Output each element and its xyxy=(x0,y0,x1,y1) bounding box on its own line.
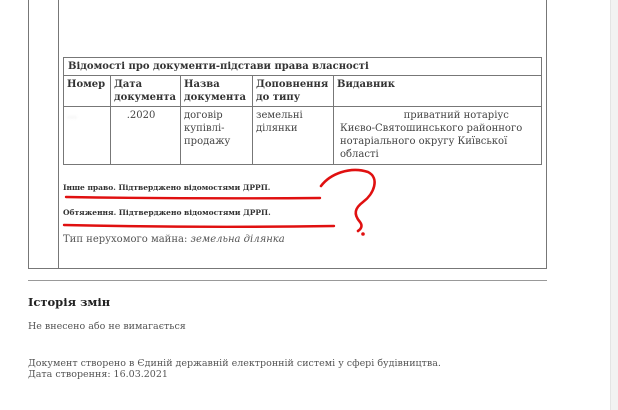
table-caption: Відомості про документи-підстави права власності xyxy=(64,58,542,76)
header-issuer: Видавник xyxy=(334,76,542,107)
table-header-row xyxy=(64,76,542,107)
section-divider xyxy=(28,280,547,281)
ownership-documents-table xyxy=(63,57,542,165)
encumbrance-note: Обтяження. Підтверджено відомостями ДРРП. xyxy=(63,208,271,217)
property-type xyxy=(63,234,285,245)
history-title: Історія змін xyxy=(28,295,111,309)
history-text: Не внесено або не вимагається xyxy=(28,321,186,332)
header-date: Дата документа xyxy=(111,76,181,107)
other-right-note: Інше право. Підтверджено відомостями ДРРП. xyxy=(63,183,271,192)
document-footer xyxy=(28,358,441,381)
cell-issuer: приватний нотаріус Києво-Святошинського районного нотаріального округу Київської області xyxy=(334,107,542,165)
vertical-scrollbar[interactable] xyxy=(610,0,618,410)
section-inner-border xyxy=(58,0,59,269)
cell-supplement: земельні ділянки xyxy=(253,107,334,165)
header-supplement: Доповнення до типу xyxy=(253,76,334,107)
footer-creation-date: Дата створення: 16.03.2021 xyxy=(28,369,168,381)
cell-doc-name: договір купівлі-продажу xyxy=(181,107,253,165)
cell-number: … xyxy=(64,107,111,165)
property-type-value: земельна ділянка xyxy=(190,234,285,245)
property-type-label: Тип нерухомого майна: xyxy=(63,234,188,245)
footer-creation-note: Документ створено в Єдиній державній електронній системі у сфері будівництва. xyxy=(28,358,441,369)
table-row xyxy=(64,107,542,165)
header-number: Номер xyxy=(64,76,111,107)
cell-date: .2020 xyxy=(111,107,181,165)
header-doc-name: Назва документа xyxy=(181,76,253,107)
